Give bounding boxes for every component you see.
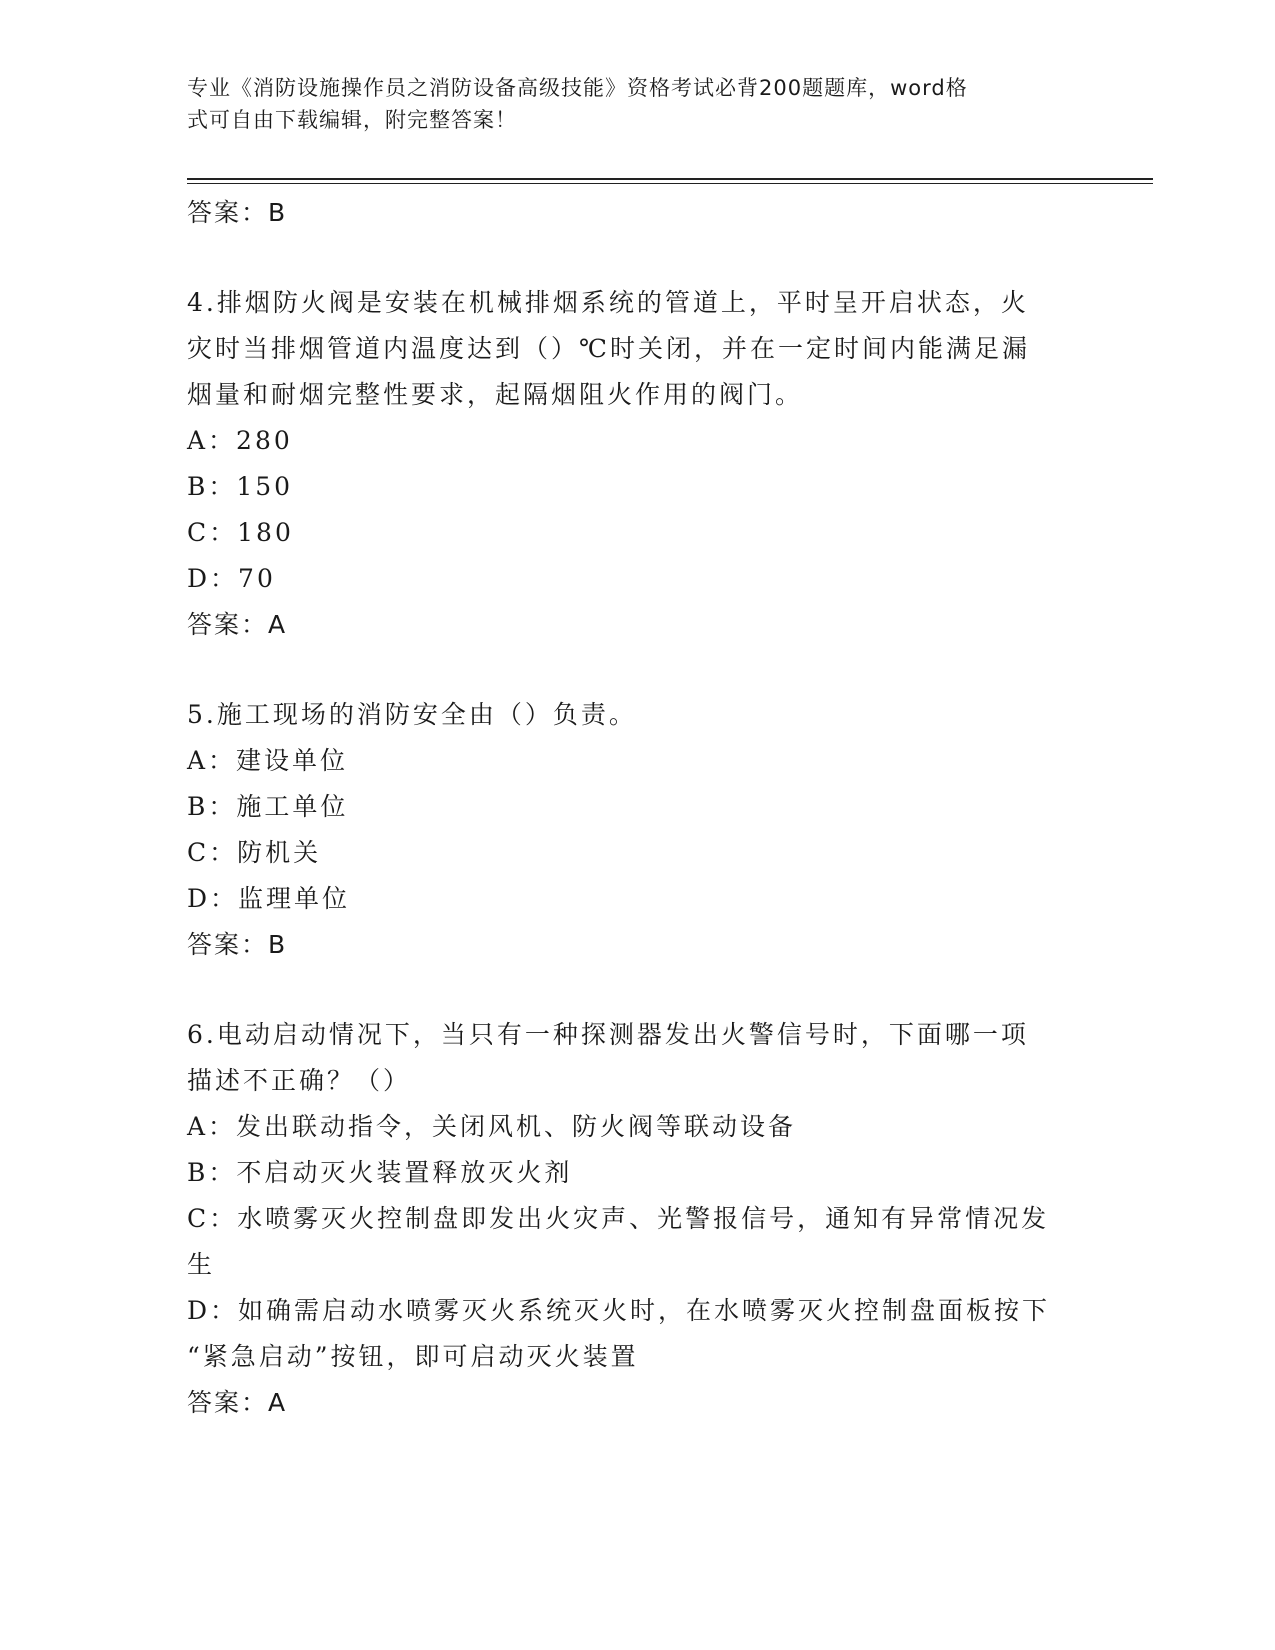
option-a: A：建设单位 bbox=[187, 746, 349, 775]
answer-line: 答案：B bbox=[187, 930, 288, 959]
option-d: D：70 bbox=[187, 564, 276, 593]
question-block bbox=[187, 1012, 1087, 1426]
option-a: A：280 bbox=[187, 426, 293, 455]
option-b: B：施工单位 bbox=[187, 792, 349, 821]
question-stem bbox=[187, 280, 1087, 418]
document-header bbox=[187, 72, 1067, 136]
question-list bbox=[187, 190, 1087, 1426]
question-block bbox=[187, 692, 1087, 968]
option-line: D：如确需启动水喷雾灭火系统灭火时，在水喷雾灭火控制盘面板按下 bbox=[187, 1296, 1051, 1325]
answer-line: 答案：A bbox=[187, 1388, 288, 1417]
header-rule-thin bbox=[187, 183, 1153, 184]
stem-line: 烟量和耐烟完整性要求，起隔烟阻火作用的阀门。 bbox=[187, 380, 804, 409]
option-b: B：150 bbox=[187, 472, 294, 501]
option-b: B：不启动灭火装置释放灭火剂 bbox=[187, 1158, 573, 1187]
header-rule bbox=[187, 178, 1153, 180]
option-c: C：防机关 bbox=[187, 838, 322, 867]
stem-line: 灾时当排烟管道内温度达到（）℃时关闭，并在一定时间内能满足漏 bbox=[187, 334, 1030, 363]
question-block bbox=[187, 280, 1087, 648]
option-line: 生 bbox=[187, 1250, 216, 1279]
option-a: A：发出联动指令，关闭风机、防火阀等联动设备 bbox=[187, 1112, 797, 1141]
question-stem bbox=[187, 692, 1087, 738]
option-d bbox=[187, 1288, 1087, 1380]
header-line: 专业《消防设施操作员之消防设备高级技能》资格考试必背200题题库，word格 bbox=[187, 76, 968, 100]
answer-line: 答案：A bbox=[187, 610, 288, 639]
header-line: 式可自由下载编辑，附完整答案！ bbox=[187, 108, 517, 132]
stem-line: 描述不正确？（） bbox=[187, 1066, 412, 1095]
option-d: D：监理单位 bbox=[187, 884, 351, 913]
option-c: C：180 bbox=[187, 518, 294, 547]
stem-line: 5.施工现场的消防安全由（）负责。 bbox=[187, 700, 637, 729]
stem-line: 4.排烟防火阀是安装在机械排烟系统的管道上，平时呈开启状态，火 bbox=[187, 288, 1029, 317]
stem-line: 6.电动启动情况下，当只有一种探测器发出火警信号时，下面哪一项 bbox=[187, 1020, 1029, 1049]
option-c bbox=[187, 1196, 1087, 1288]
option-line: “紧急启动”按钮，即可启动灭火装置 bbox=[187, 1342, 639, 1371]
option-line: C：水喷雾灭火控制盘即发出火灾声、光警报信号，通知有异常情况发 bbox=[187, 1204, 1050, 1233]
answer-line: 答案：B bbox=[187, 198, 288, 227]
question-stem bbox=[187, 1012, 1087, 1104]
